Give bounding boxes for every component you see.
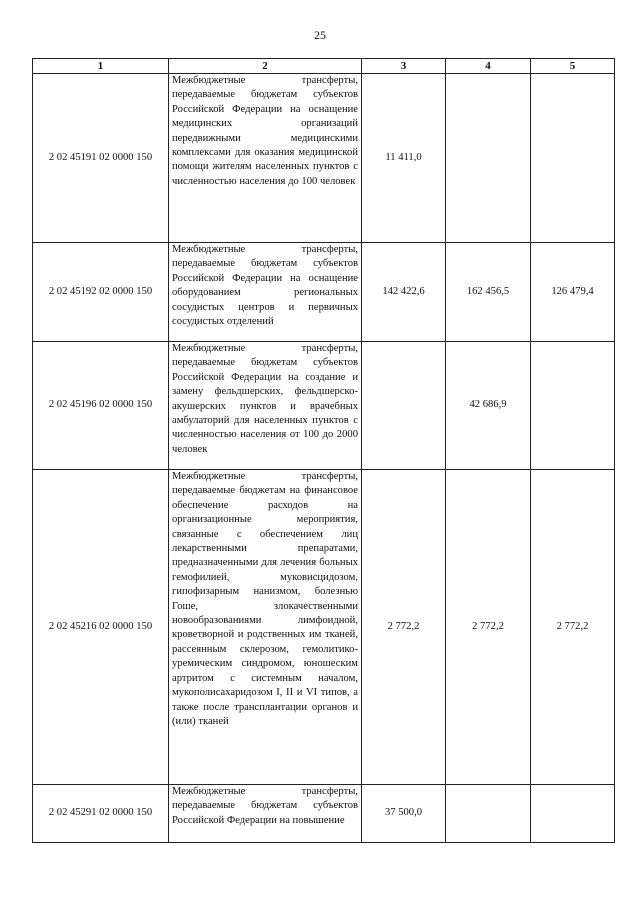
budget-code-cell: 2 02 45196 02 0000 150 xyxy=(33,342,169,470)
value-cell-col3: 2 772,2 xyxy=(362,470,446,785)
table-row xyxy=(33,74,615,243)
value-cell-col5 xyxy=(531,74,615,243)
value-cell-col3: 11 411,0 xyxy=(362,74,446,243)
table-row xyxy=(33,785,615,843)
column-header-3: 3 xyxy=(362,59,446,74)
value-cell-col4 xyxy=(446,785,531,843)
description-cell xyxy=(169,243,362,342)
table-row xyxy=(33,243,615,342)
page-number: 25 xyxy=(314,28,326,42)
column-header-1: 1 xyxy=(33,59,169,74)
description-text: Межбюджетные трансферты, передаваемые бюджетам на финансовое обеспечение расходов на организационные мероприятия, связанные с обеспечением лиц лекарственными препаратами, предназначенными для лечения больных гемофилией, муковисцидозом, гипофизарным нанизмом, болезнью Гоше, злокачественными новообразованиями лимфоидной, кроветворной и родственных им тканей, рассеянным склерозом, гемолитико-уремическим синдромом, юношеским артритом с системным началом, мукополисахаридозом I, II и VI типов, а также после трансплантации органов и (или) тканей xyxy=(172,471,358,727)
value-cell-col5 xyxy=(531,785,615,843)
description-cell xyxy=(169,342,362,470)
value-cell-col3 xyxy=(362,342,446,470)
budget-code-cell: 2 02 45191 02 0000 150 xyxy=(33,74,169,243)
value-cell-col3: 142 422,6 xyxy=(362,243,446,342)
value-cell-col3: 37 500,0 xyxy=(362,785,446,843)
description-text: Межбюджетные трансферты, передаваемые бюджетам субъектов Российской Федерации на повышение xyxy=(172,786,358,826)
column-header-2: 2 xyxy=(169,59,362,74)
value-cell-col4: 2 772,2 xyxy=(446,470,531,785)
value-cell-col4: 42 686,9 xyxy=(446,342,531,470)
description-cell xyxy=(169,74,362,243)
description-cell xyxy=(169,785,362,843)
table-row xyxy=(33,470,615,785)
description-text: Межбюджетные трансферты, передаваемые бюджетам субъектов Российской Федерации на оснащение оборудованием региональных сосудистых центров и первичных сосудистых отделений xyxy=(172,244,358,328)
description-text: Межбюджетные трансферты, передаваемые бюджетам субъектов Российской Федерации на создание и замену фельдшерских, фельдшерско-акушерских пунктов и врачебных амбулаторий для населенных пунктов с численностью населения от 100 до 2000 человек xyxy=(172,343,358,455)
budget-code-cell: 2 02 45291 02 0000 150 xyxy=(33,785,169,843)
table-row xyxy=(33,342,615,470)
column-header-5: 5 xyxy=(531,59,615,74)
budget-table xyxy=(32,58,615,843)
value-cell-col4 xyxy=(446,74,531,243)
value-cell-col5: 126 479,4 xyxy=(531,243,615,342)
description-text: Межбюджетные трансферты, передаваемые бюджетам субъектов Российской Федерации на оснащение медицинских организаций передвижными медицинскими комплексами для оказания медицинской помощи жителям населенных пунктов с численностью населения до 100 человек xyxy=(172,75,358,187)
description-cell xyxy=(169,470,362,785)
budget-code-cell: 2 02 45192 02 0000 150 xyxy=(33,243,169,342)
budget-code-cell: 2 02 45216 02 0000 150 xyxy=(33,470,169,785)
column-header-4: 4 xyxy=(446,59,531,74)
value-cell-col4: 162 456,5 xyxy=(446,243,531,342)
value-cell-col5: 2 772,2 xyxy=(531,470,615,785)
table-header-row xyxy=(33,59,615,74)
value-cell-col5 xyxy=(531,342,615,470)
